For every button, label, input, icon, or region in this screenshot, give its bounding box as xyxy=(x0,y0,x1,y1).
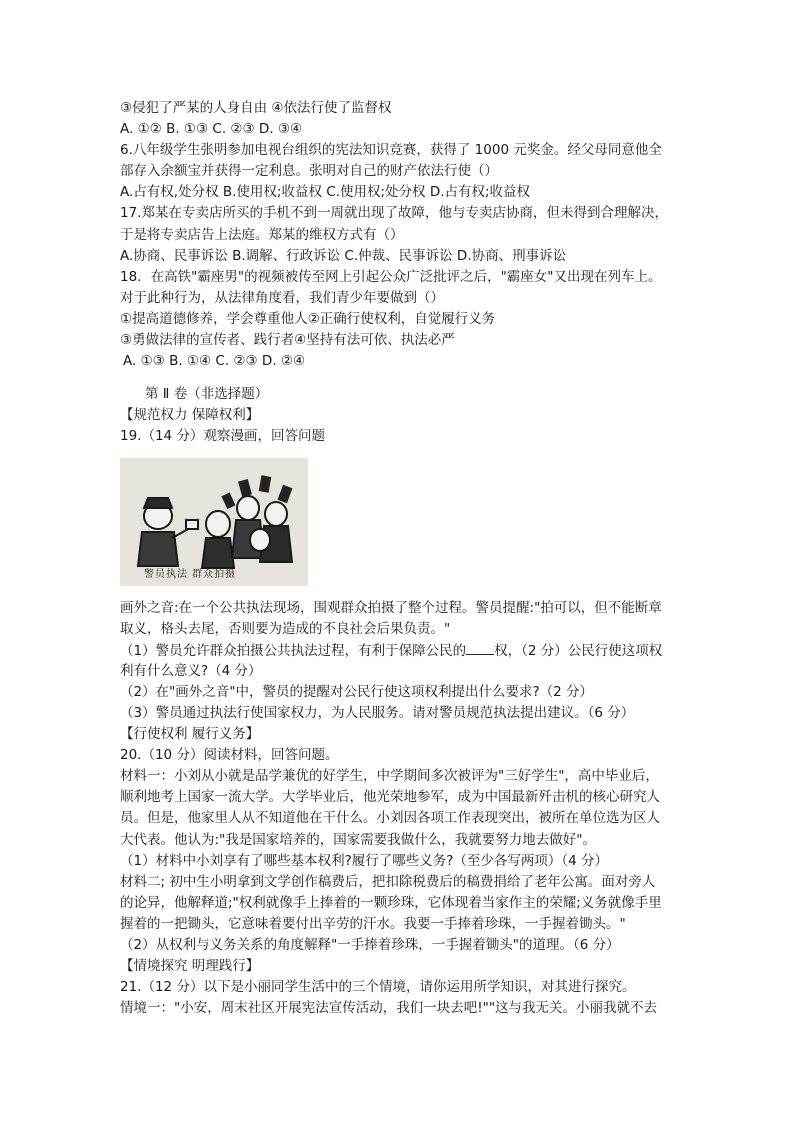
text-line: 利有什么意义?（4 分） xyxy=(120,662,262,679)
sub1-part-b: 权，（2 分）公民行使这项权 xyxy=(494,642,663,659)
section-heading: 【规范权力 保障权利】 xyxy=(120,407,260,424)
section-title: 第 Ⅱ 卷（非选择题） xyxy=(145,386,269,403)
text-line: 材料一：小刘从小就是品学兼优的好学生，中学期间多次被评为"三好学生"，高中毕业后， xyxy=(120,768,659,785)
cartoon-caption: 警员执法 群众拍摄 xyxy=(144,568,237,580)
text-line: （2）在"画外之音"中，警员的提醒对公民行使这项权利提出什么要求?（2 分） xyxy=(120,683,594,700)
text-line: （2）从权利与义务关系的角度解释"一手捧着珍珠，一手握着锄头"的道理。（6 分） xyxy=(120,937,620,953)
sub1-part-a: （1）警员允许群众拍摄公共执法过程，有利于保障公民的 xyxy=(120,642,467,659)
text-line: 17.郑某在专卖店所买的手机不到一周就出现了故障，他与专卖店协商，但未得到合理解决， xyxy=(120,205,668,222)
cartoon-image xyxy=(120,458,308,586)
text-line: （3）警员通过执法行使国家权力，为人民服务。请对警员规范执法提出建议。（6 分） xyxy=(120,704,635,721)
text-line: 材料二; 初中生小明拿到文学创作稿费后，把扣除税费后的稿费捐给了老年公寓。面对旁人 xyxy=(120,873,656,890)
answer-blank xyxy=(466,640,494,655)
text-line: 6.八年级学生张明参加电视台组织的宪法知识竞赛，获得了 1000 元奖金。经父母同意他全 xyxy=(120,142,662,159)
text-line: 情境一："小安，周末社区开展宪法宣传活动，我们一块去吧!""这与我无关。小丽我就不去 xyxy=(120,1000,658,1017)
text-line: 大代表。他认为:"我是国家培养的，国家需要我做什么，我就要努力地去做好"。 xyxy=(120,831,596,848)
text-line: 取义，格头去尾，否则要为造成的不良社会后果负责。" xyxy=(120,620,451,637)
text-line: A. ①③ B. ①④ C. ②③ D. ②④ xyxy=(123,353,306,370)
question-19-title: 19.（14 分）观察漫画，回答问题 xyxy=(120,428,325,445)
text-line: 握着的一把锄头，它意味着要付出辛劳的汗水。我要一手捧着珍珠，一手握着锄头。" xyxy=(120,915,626,932)
text-line: A.协商、民事诉讼 B.调解、行政诉讼 C.仲裁、民事诉讼 D.协商、刑事诉讼 xyxy=(120,247,567,264)
text-line: 画外之音:在一个公共执法现场，围观群众拍摄了整个过程。警员提醒:"拍可以，但不能断章 xyxy=(120,599,662,616)
text-line: 20.（10 分）阅读材料，回答问题。 xyxy=(120,747,339,764)
text-line: 于是将专卖店告上法庭。郑某的维权方式有（） xyxy=(120,226,404,243)
lines-block-c xyxy=(120,661,680,1020)
section-heading: 【情境探究 明理践行】 xyxy=(120,958,260,975)
text-line: A. ①② B. ①③ C. ②③ D. ③④ xyxy=(120,121,303,138)
text-line: 员。但是，他家里人从不知道他在干什么。小刘因各项工作表现突出，被所在单位选为区人 xyxy=(120,810,660,827)
text-line: 18．在高铁"霸座男"的视频被传至网上引起公众广泛批评之后，"霸座女"又出现在列车上。 xyxy=(120,268,662,285)
text-line: （1）材料中小刘享有了哪些基本权利?履行了哪些义务?（至少各写两项）（4 分） xyxy=(120,852,609,869)
text-line: 对于此种行为，从法律角度看，我们青少年要做到（） xyxy=(120,289,444,306)
exam-page xyxy=(120,98,680,1019)
text-line: 部存入余额宝并获得一定利息。张明对自己的财产依法行使（） xyxy=(120,163,498,180)
question-19-sub1 xyxy=(120,640,680,661)
text-line: 顺利地考上国家一流大学。大学毕业后，他光荣地参军，成为中国最新歼击机的核心研究人 xyxy=(120,789,660,806)
lines-block-a xyxy=(120,98,680,372)
section-heading: 【行使权利 履行义务】 xyxy=(120,726,260,743)
text-line: ①提高道德修养，学会尊重他人②正确行使权利，自觉履行义务 xyxy=(120,310,496,327)
text-line: 21.（12 分）以下是小丽同学生活中的三个情境，请你运用所学知识，对其进行探究。 xyxy=(120,979,636,996)
text-line: 的论异，他解释道;"权利就像手上捧着的一颗珍珠，它体现着当家作主的荣耀;义务就像手里 xyxy=(120,894,662,911)
text-line: ③侵犯了严某的人身自由 ④依法行使了监督权 xyxy=(120,100,392,116)
text-line: ③勇做法律的宣传者、践行者④坚持有法可依、执法必严 xyxy=(120,332,455,349)
text-line: A.占有权,处分权 B.使用权;收益权 C.使用权;处分权 D.占有权;收益权 xyxy=(120,184,531,201)
